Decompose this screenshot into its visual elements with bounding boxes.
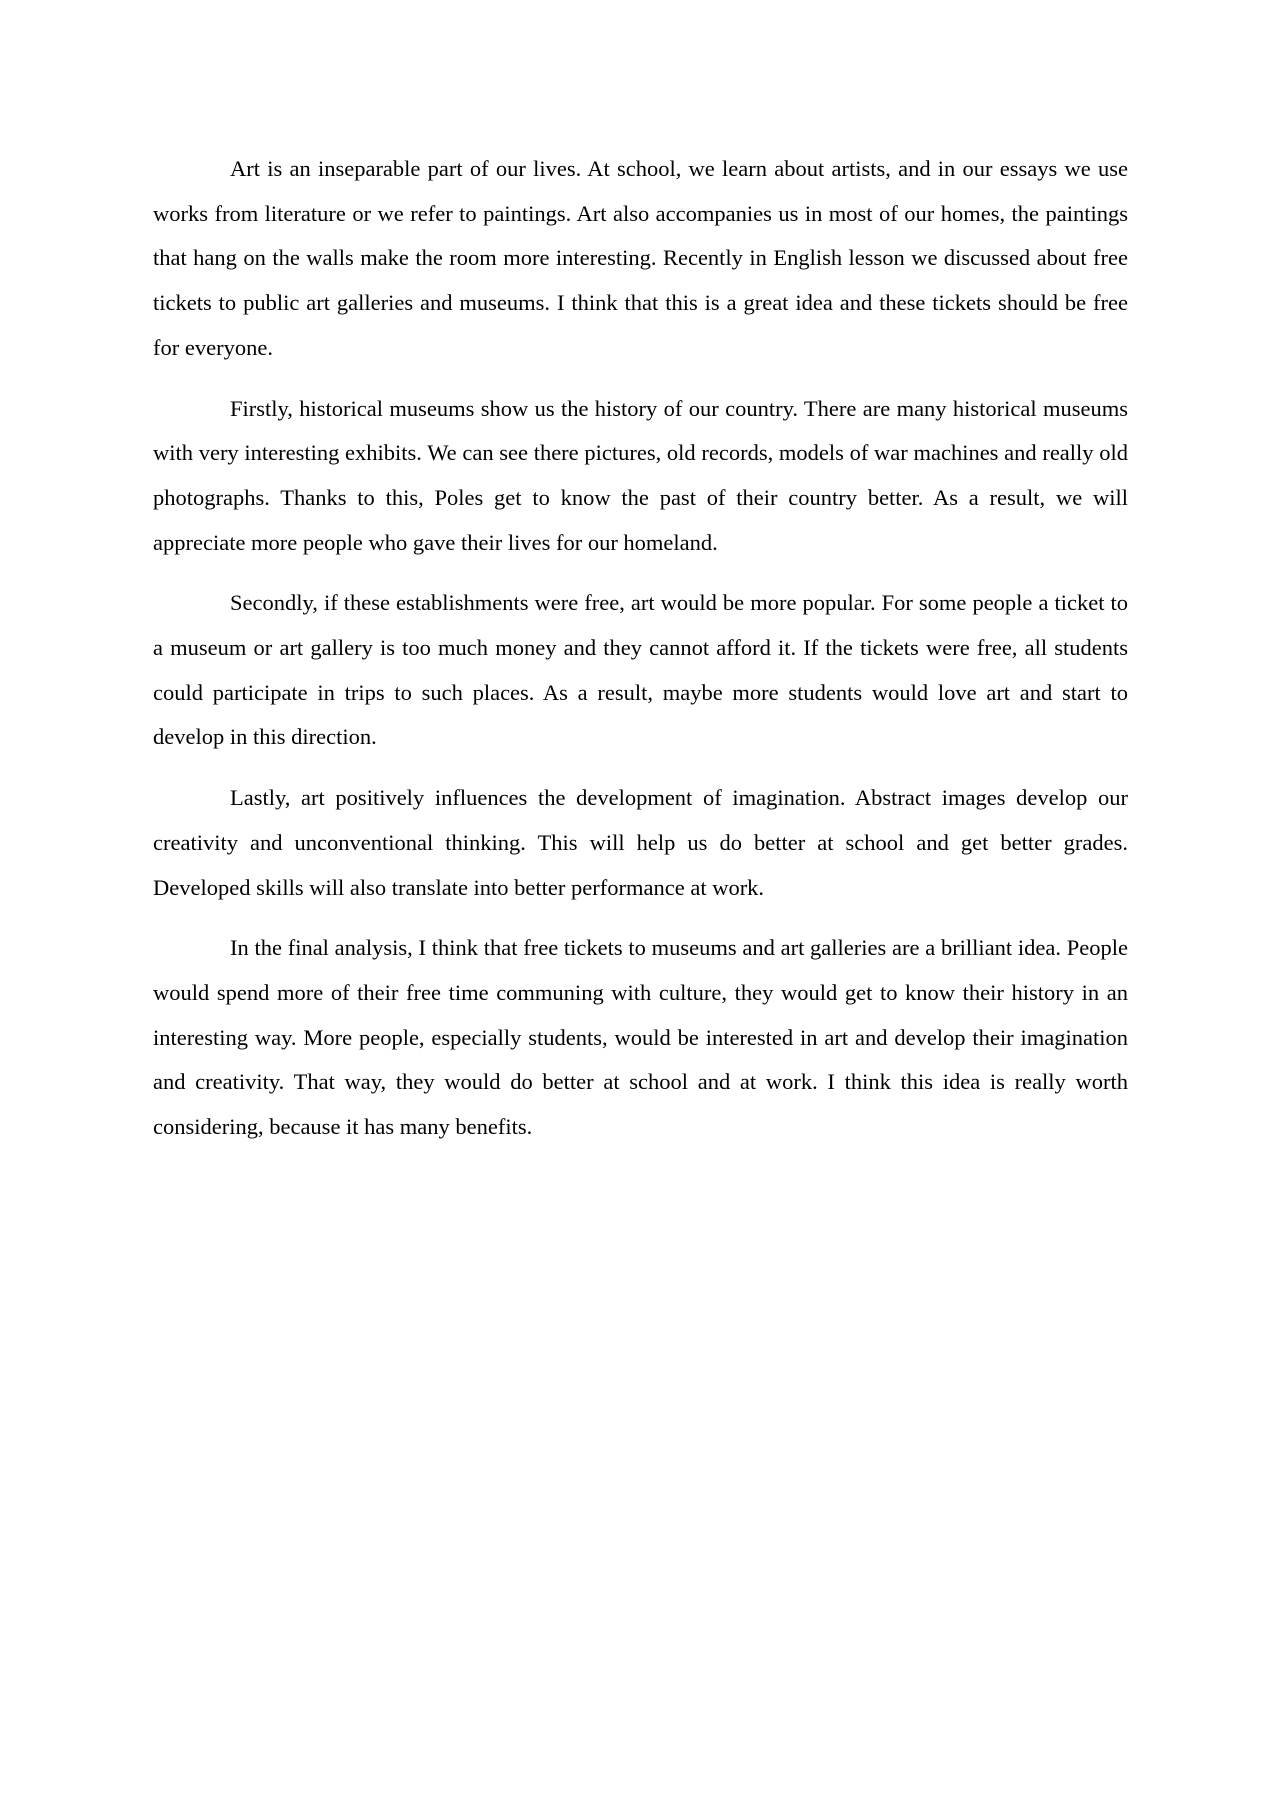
paragraph-introduction: Art is an inseparable part of our lives. At school, we learn about artists, and in our essays we use works from literature or we refer to paintings. Art also accompanies us in most of our homes, the paintings that hang on the walls make the room more interesting. Recently in English lesson we discussed about free tickets to public art galleries and museums. I think that this is a great idea and these tickets should be free for everyone. [153, 156, 1128, 360]
paragraph-popularity: Secondly, if these establishments were free, art would be more popular. For some people a ticket to a museum or art gallery is too much money and they cannot afford it. If the tickets were free, all students could participate in trips to such places. As a result, maybe more students would love art and start to develop in this direction. [153, 590, 1128, 750]
essay-body [153, 147, 1128, 1166]
paragraph-historical-museums: Firstly, historical museums show us the history of our country. There are many historical museums with very interesting exhibits. We can see there pictures, old records, models of war machines and really old photographs. Thanks to this, Poles get to know the past of their country better. As a result, we will appreciate more people who gave their lives for our homeland. [153, 395, 1128, 555]
paragraph-imagination: Lastly, art positively influences the development of imagination. Abstract images develop our creativity and unconventional thinking. This will help us do better at school and get better grades. Developed skills will also translate into better performance at work. [153, 785, 1128, 900]
paragraph-conclusion: In the final analysis, I think that free tickets to museums and art galleries are a brilliant idea. People would spend more of their free time communing with culture, they would get to know their history in an interesting way. More people, especially students, would be interested in art and develop their imagination and creativity. That way, they would do better at school and at work. I think this idea is really worth considering, because it has many benefits. [153, 935, 1128, 1140]
